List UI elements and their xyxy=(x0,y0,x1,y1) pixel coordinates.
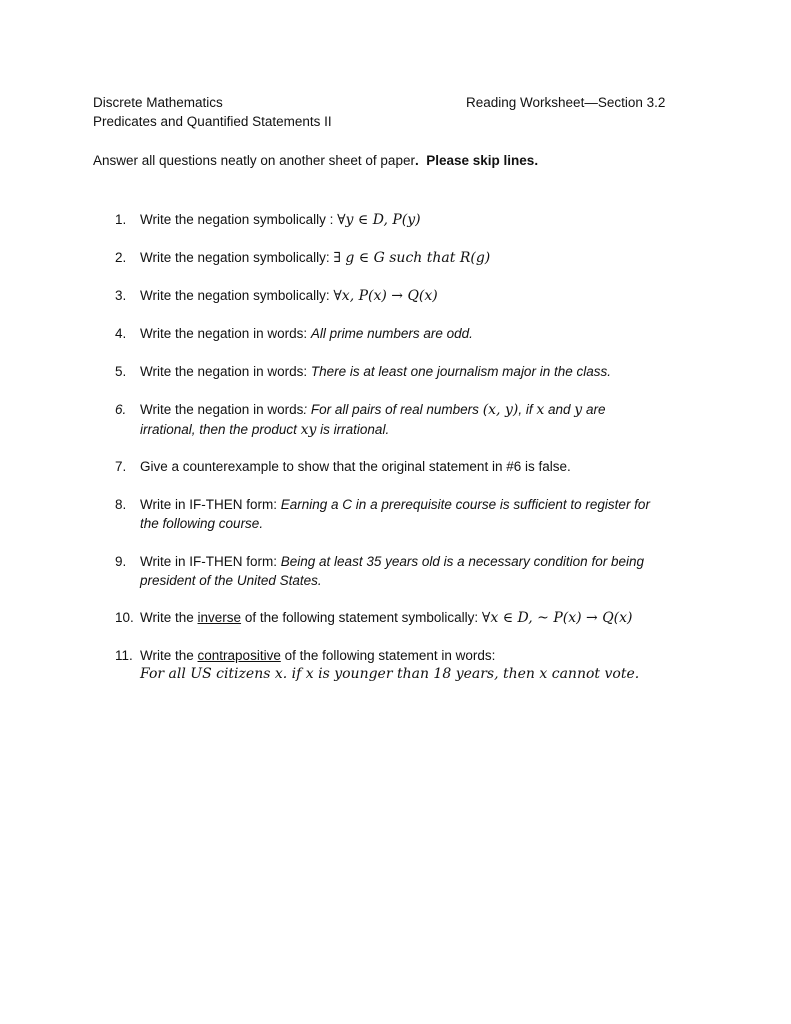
question-number: 11. xyxy=(115,648,133,663)
question-statement: and xyxy=(544,402,575,417)
question-number: 6. xyxy=(115,402,127,417)
question-6 xyxy=(115,400,695,440)
question-formula: ∀x, P(x) → Q(x) xyxy=(333,288,438,304)
question-statement: is irrational. xyxy=(316,422,390,437)
question-formula: ∀x ∈ D, ~ P(x) → Q(x) xyxy=(481,610,633,626)
question-prompt: of the following statement in words: xyxy=(280,648,496,663)
question-formula: ∀y ∈ D, P(y) xyxy=(337,212,421,228)
question-prompt: Write the negation in words: xyxy=(140,364,311,379)
question-formula: (x, y) xyxy=(482,402,519,418)
question-statement-continued: the following course. xyxy=(140,516,264,531)
question-11 xyxy=(115,646,695,684)
question-9 xyxy=(115,552,695,590)
question-formula: y xyxy=(574,402,583,418)
question-keyword: contrapositive xyxy=(197,648,281,663)
question-prompt: Write the xyxy=(140,648,198,663)
question-prompt: Write in IF-THEN form: xyxy=(140,497,281,512)
question-statement: are xyxy=(582,402,606,417)
section-label: Reading Worksheet—Section 3.2 xyxy=(466,95,666,110)
question-statement: irrational, then the product xyxy=(140,422,301,437)
question-prompt: Write the negation symbolically: xyxy=(140,288,334,303)
question-prompt: Write the negation in words: xyxy=(140,326,311,341)
question-number: 2. xyxy=(115,250,127,265)
question-7 xyxy=(115,457,695,476)
instructions-text: Answer all questions neatly on another sheet of paper xyxy=(93,153,415,168)
question-statement: Being at least 35 years old is a necessary condition for being xyxy=(280,554,644,569)
question-colon: : xyxy=(303,402,308,417)
question-prompt: Give a counterexample to show that the original statement in #6 is false. xyxy=(140,459,571,474)
question-formula: ∃ g ∈ G such that R(g) xyxy=(333,250,491,266)
question-8 xyxy=(115,495,695,533)
question-statement: , if xyxy=(518,402,537,417)
question-prompt: Write the negation in words xyxy=(140,402,304,417)
question-number: 4. xyxy=(115,326,127,341)
question-5 xyxy=(115,362,695,381)
question-prompt: of the following statement symbolically: xyxy=(241,610,482,625)
question-10 xyxy=(115,608,695,628)
instructions-period: . xyxy=(414,153,419,168)
instructions xyxy=(93,153,538,168)
question-prompt: Write the xyxy=(140,610,198,625)
course-title: Discrete Mathematics xyxy=(93,95,223,110)
question-statement: All prime numbers are odd. xyxy=(310,326,473,341)
question-statement: There is at least one journalism major in the class. xyxy=(310,364,611,379)
question-statement: For all pairs of real numbers xyxy=(307,402,483,417)
question-2 xyxy=(115,248,695,268)
question-1 xyxy=(115,210,695,230)
question-prompt: Write the negation symbolically: xyxy=(140,250,334,265)
question-number: 1. xyxy=(115,212,127,227)
question-number: 8. xyxy=(115,497,127,512)
question-formula: x xyxy=(536,402,545,418)
question-number: 5. xyxy=(115,364,127,379)
question-number: 7. xyxy=(115,459,127,474)
question-formula: xy xyxy=(300,422,317,438)
question-statement-continued: president of the United States. xyxy=(140,573,322,588)
question-number: 10. xyxy=(115,610,134,625)
question-formula: For all US citizens x. if x is younger than 18 years, then x cannot vote. xyxy=(140,666,640,682)
question-prompt: Write the negation symbolically : xyxy=(140,212,338,227)
instructions-emphasis: Please skip lines. xyxy=(426,153,539,168)
worksheet-subtitle: Predicates and Quantified Statements II xyxy=(93,114,332,129)
question-number: 3. xyxy=(115,288,127,303)
question-prompt: Write in IF-THEN form: xyxy=(140,554,281,569)
question-statement: Earning a C in a prerequisite course is sufficient to register for xyxy=(280,497,650,512)
question-keyword: inverse xyxy=(197,610,242,625)
question-3 xyxy=(115,286,695,306)
question-number: 9. xyxy=(115,554,127,569)
question-4 xyxy=(115,324,695,343)
